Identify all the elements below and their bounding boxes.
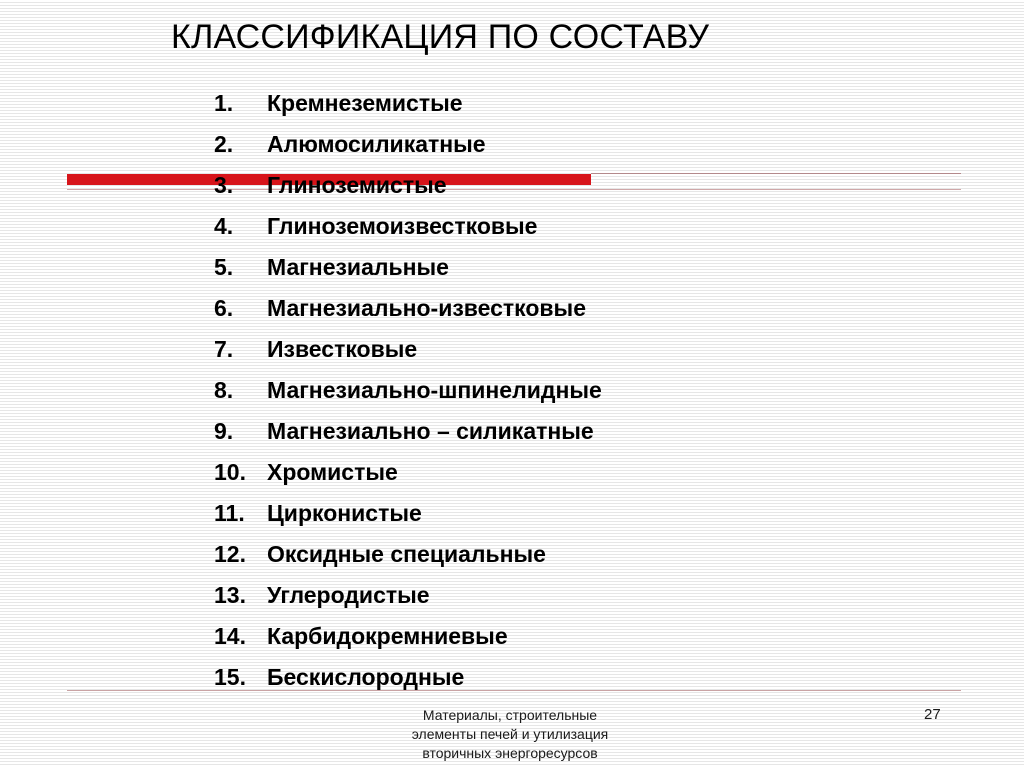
item-number: 6. [214, 295, 234, 321]
item-label: Цирконистые [267, 500, 422, 526]
item-number: 15. [214, 664, 246, 690]
footer-caption [340, 706, 680, 763]
list-item [214, 411, 602, 452]
item-number: 10. [214, 459, 246, 485]
item-number: 7. [214, 336, 234, 362]
list-item [214, 83, 602, 124]
list-item [214, 657, 602, 698]
item-label: Магнезиально-шпинелидные [267, 377, 602, 403]
list-item [214, 247, 602, 288]
item-number: 4. [214, 213, 234, 239]
item-label: Кремнеземистые [267, 90, 463, 116]
classification-list [214, 83, 602, 698]
item-label: Глиноземоизвестковые [267, 213, 538, 239]
item-number: 2. [214, 131, 234, 157]
footer-line: Материалы, строительные [422, 707, 598, 723]
list-item [214, 616, 602, 657]
item-number: 3. [214, 172, 234, 198]
top-divider-line [591, 173, 961, 174]
item-label: Магнезиально – силикатные [267, 418, 594, 444]
item-label: Хромистые [267, 459, 398, 485]
footer-divider-line [67, 690, 961, 691]
list-item [214, 370, 602, 411]
item-label: Магнезиально-известковые [267, 295, 586, 321]
item-number: 1. [214, 90, 234, 116]
item-label: Оксидные специальные [267, 541, 546, 567]
list-item [214, 206, 602, 247]
item-label: Магнезиальные [267, 254, 449, 280]
list-item [214, 329, 602, 370]
item-label: Углеродистые [267, 582, 430, 608]
item-number: 8. [214, 377, 234, 403]
item-number: 9. [214, 418, 234, 444]
footer-line: элементы печей и утилизация [411, 726, 609, 742]
item-number: 13. [214, 582, 246, 608]
list-item [214, 165, 602, 206]
item-label: Бескислородные [267, 664, 465, 690]
list-item [214, 575, 602, 616]
item-number: 5. [214, 254, 234, 280]
item-number: 12. [214, 541, 246, 567]
item-label: Карбидокремниевые [267, 623, 508, 649]
list-item [214, 493, 602, 534]
item-number: 11. [214, 500, 245, 526]
page-number: 27 [924, 706, 941, 723]
list-item [214, 452, 602, 493]
item-label: Глиноземистые [267, 172, 447, 198]
slide-title: КЛАССИФИКАЦИЯ ПО СОСТАВУ [171, 18, 710, 56]
list-item [214, 124, 602, 165]
item-number: 14. [214, 623, 246, 649]
footer-line: вторичных энергоресурсов [422, 745, 598, 761]
item-label: Алюмосиликатные [267, 131, 486, 157]
list-item [214, 534, 602, 575]
list-item [214, 288, 602, 329]
item-label: Известковые [267, 336, 418, 362]
